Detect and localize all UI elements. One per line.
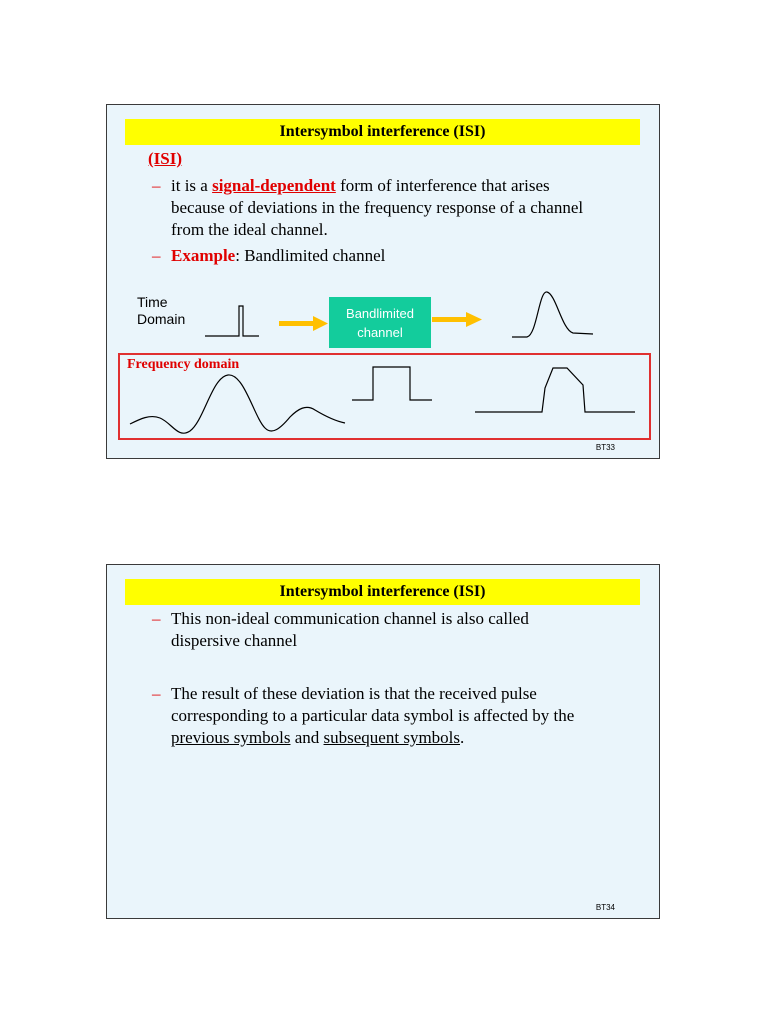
slide-number: BT33 bbox=[595, 443, 615, 452]
input-pulse bbox=[205, 306, 259, 336]
bullet-dash: – bbox=[152, 246, 161, 265]
frequency-diagram bbox=[120, 355, 653, 442]
signal-dependent-term: signal-dependent bbox=[212, 176, 336, 195]
frequency-domain-box bbox=[118, 353, 651, 440]
sinc-spectrum bbox=[130, 375, 345, 433]
bullet-dispersive-channel bbox=[152, 608, 602, 652]
bullet-text: The result of these deviation is that the received pulse corresponding to a particular data symbol is affected by the bbox=[171, 684, 575, 725]
section-heading: (ISI) bbox=[148, 149, 183, 168]
slide-bt33 bbox=[106, 104, 660, 459]
bullet-text: it is a bbox=[171, 176, 213, 195]
slide-title: Intersymbol interference (ISI) bbox=[125, 579, 640, 605]
slide-bt34 bbox=[106, 564, 660, 919]
example-text: : Bandlimited channel bbox=[235, 246, 386, 265]
output-spectrum bbox=[475, 368, 635, 412]
bullet-text-end: . bbox=[460, 728, 465, 747]
bullet-dash: – bbox=[152, 609, 161, 628]
previous-symbols-term: previous symbols bbox=[171, 728, 291, 747]
domain-label: Domain bbox=[137, 311, 186, 327]
channel-label-line1: Bandlimited bbox=[346, 305, 414, 321]
channel-response bbox=[352, 367, 432, 400]
bullet-received-pulse bbox=[152, 683, 602, 749]
bullet-dash: – bbox=[152, 176, 161, 195]
output-pulse bbox=[512, 292, 593, 337]
bullet-text-continued: form of interference that arises because of deviations in the frequency response of a channel from the ideal channel. bbox=[171, 176, 584, 239]
example-label: Example bbox=[171, 246, 236, 265]
subsequent-symbols-term: subsequent symbols bbox=[323, 728, 461, 747]
slide-number: BT34 bbox=[595, 903, 615, 912]
bullet-text: This non-ideal communication channel is also called dispersive channel bbox=[171, 609, 529, 650]
bullet-dash: – bbox=[152, 684, 161, 703]
channel-label-line2: channel bbox=[357, 324, 403, 340]
bullet-text-and: and bbox=[290, 728, 324, 747]
time-label: Time bbox=[137, 294, 168, 310]
frequency-domain-label: Frequency domain bbox=[127, 357, 240, 372]
arrow-to-channel bbox=[279, 316, 328, 331]
arrow-from-channel bbox=[432, 312, 482, 327]
slide-title: Intersymbol interference (ISI) bbox=[125, 119, 640, 145]
